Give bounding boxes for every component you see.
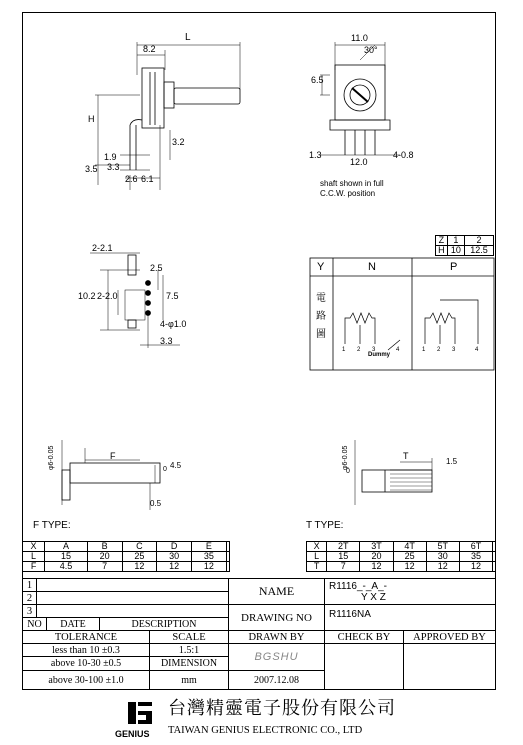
t-cell-empty xyxy=(493,552,496,562)
ynp-n: N xyxy=(368,261,376,273)
header-no: NO xyxy=(22,617,47,631)
shaft-note-line-1: shaft shown in full xyxy=(320,179,384,188)
f-type-table xyxy=(22,541,230,572)
rev-row-1-desc xyxy=(36,578,229,592)
t-cell: 12 xyxy=(360,562,393,572)
drawn-date: 2007.12.08 xyxy=(228,670,325,690)
unit-value: mm xyxy=(149,670,229,690)
dim-11-0: 11.0 xyxy=(351,33,368,43)
shaft-note-line-2: C.C.W. position xyxy=(320,189,376,198)
header-date: DATE xyxy=(46,617,100,631)
p-pin-2: 2 xyxy=(437,347,441,353)
dummy-label: Dummy xyxy=(368,352,391,358)
tolerance-row-2: above 10-30 ±0.5 xyxy=(22,656,150,671)
f-cell: 25 xyxy=(122,552,157,562)
t-cell: 35 xyxy=(459,552,492,562)
n-pin-3: 3 xyxy=(372,347,376,353)
company-footer xyxy=(0,694,523,745)
check-by-value xyxy=(324,643,404,690)
dim-6-5: 6.5 xyxy=(311,75,324,85)
dimension-label: DIMENSION xyxy=(149,656,229,671)
ynp-y: Y xyxy=(317,261,325,273)
f-cell: 30 xyxy=(157,552,192,562)
dim-1-9: 1.9 xyxy=(104,152,117,162)
f-cell: 20 xyxy=(87,552,122,562)
p-pin-1: 1 xyxy=(422,347,426,353)
name-value-line-2: Y X Z xyxy=(361,591,386,603)
circuit-table xyxy=(310,258,494,370)
approved-by-value xyxy=(403,643,496,690)
f-cell: B xyxy=(87,542,122,552)
check-by-header: CHECK BY xyxy=(324,630,404,644)
dim-8-2: 8.2 xyxy=(143,44,156,54)
t-type-heading: T TYPE: xyxy=(306,520,344,531)
header-description: DESCRIPTION xyxy=(99,617,229,631)
t-cell: 2T xyxy=(327,542,360,552)
f-cell-empty xyxy=(226,542,229,552)
drawing-no-label: DRAWING NO xyxy=(228,604,325,631)
rev-row-3-desc xyxy=(36,604,229,618)
t-type-table xyxy=(306,541,496,572)
f-cell: C xyxy=(122,542,157,552)
f-type-heading: F TYPE: xyxy=(33,520,71,531)
p-pin-4: 4 xyxy=(475,347,479,353)
t-1-5: 1.5 xyxy=(446,457,458,466)
t-zero: 0 xyxy=(346,468,350,475)
t-cell: 5T xyxy=(426,542,459,552)
title-block xyxy=(22,578,496,690)
f-0-5: 0.5 xyxy=(150,499,162,508)
tolerance-header: TOLERANCE xyxy=(22,630,150,644)
t-cell: 7 xyxy=(327,562,360,572)
drawn-by-signature: BGSHU xyxy=(228,643,325,671)
logo-text: GENIUS xyxy=(115,729,150,739)
t-cell: X xyxy=(307,542,327,552)
drawing-no-value: R1116NA xyxy=(324,604,496,631)
t-cell: T xyxy=(307,562,327,572)
t-phi6: φ6-0.05 xyxy=(342,445,349,470)
t-label: T xyxy=(403,451,409,461)
f-cell: X xyxy=(23,542,45,552)
zh-row-z xyxy=(436,236,494,246)
t-type-shaft xyxy=(355,440,432,505)
t-row-x xyxy=(307,542,496,552)
n-pin-4: 4 xyxy=(396,347,400,353)
f-cell: 12 xyxy=(122,562,157,572)
ynp-p: P xyxy=(450,261,458,273)
f-cell: 15 xyxy=(45,552,88,562)
dim-4-phi-1: 4-φ1.0 xyxy=(160,319,187,329)
t-row-l xyxy=(307,552,496,562)
tolerance-row-1: less than 10 ±0.3 xyxy=(22,643,150,657)
zh-cell: H xyxy=(436,246,448,256)
n-pin-1: 1 xyxy=(342,347,346,353)
dim-2-2-0: 2-2.0 xyxy=(97,291,118,301)
rev-num-2: 2 xyxy=(22,591,37,605)
dim-h: H xyxy=(88,114,95,124)
dim-30-deg: 30° xyxy=(364,45,378,55)
p-pin-3: 3 xyxy=(452,347,456,353)
f-cell-empty xyxy=(226,562,229,572)
t-cell: 20 xyxy=(360,552,393,562)
zh-cell: 12.5 xyxy=(464,246,493,256)
n-pin-2: 2 xyxy=(357,347,361,353)
f-cell: 35 xyxy=(192,552,227,562)
t-cell: 3T xyxy=(360,542,393,552)
dim-3-3-b: 3.3 xyxy=(160,336,173,346)
dim-l: L xyxy=(185,32,191,43)
name-value-line-1: R1116_-_A_- xyxy=(329,580,387,592)
company-name-en: TAIWAN GENIUS ELECTRONIC CO., LTD xyxy=(168,725,363,736)
f-cell: F xyxy=(23,562,45,572)
f-4-5: 4.5 xyxy=(170,461,182,470)
dim-2-5: 2.5 xyxy=(150,263,163,273)
dim-12-0: 12.0 xyxy=(350,157,368,167)
front-view xyxy=(320,42,400,155)
f-cell: 12 xyxy=(192,562,227,572)
zh-row-h xyxy=(436,246,494,256)
dim-6-1: 6.1 xyxy=(141,174,154,184)
t-cell: 12 xyxy=(426,562,459,572)
rev-num-3: 3 xyxy=(22,604,37,618)
t-cell: 12 xyxy=(393,562,426,572)
f-cell-empty xyxy=(226,552,229,562)
f-row-x xyxy=(23,542,230,552)
zh-cell: 10 xyxy=(447,246,464,256)
f-row-l xyxy=(23,552,230,562)
f-cell: E xyxy=(192,542,227,552)
company-name-zh: 台灣精靈電子股份有限公司 xyxy=(168,698,396,718)
f-cell: A xyxy=(45,542,88,552)
t-cell: L xyxy=(307,552,327,562)
f-phi6: φ6-0.05 xyxy=(48,445,55,470)
dim-3-3: 3.3 xyxy=(107,162,120,172)
f-zero: 0 xyxy=(163,466,167,473)
t-cell: 30 xyxy=(426,552,459,562)
rev-num-1: 1 xyxy=(22,578,37,592)
rev-row-2-desc xyxy=(36,591,229,605)
f-cell: 7 xyxy=(87,562,122,572)
dim-2-2-1: 2-2.1 xyxy=(92,243,113,253)
dim-3-5: 3.5 xyxy=(85,164,98,174)
approved-by-header: APPROVED BY xyxy=(403,630,496,644)
name-label: NAME xyxy=(228,578,325,605)
scale-header: SCALE xyxy=(149,630,229,644)
name-value xyxy=(324,578,496,605)
dim-4-0-8: 4-0.8 xyxy=(393,150,414,160)
t-cell: 25 xyxy=(393,552,426,562)
f-cell: D xyxy=(157,542,192,552)
tolerance-row-3: above 30-100 ±1.0 xyxy=(22,670,150,690)
dim-3-2: 3.2 xyxy=(172,137,185,147)
genius-logo-icon xyxy=(126,700,156,728)
t-cell-empty xyxy=(493,542,496,552)
t-cell: 4T xyxy=(393,542,426,552)
f-cell: 12 xyxy=(157,562,192,572)
zh-cell: Z xyxy=(436,236,448,246)
dim-2-6: 2.6 xyxy=(125,174,138,184)
f-row-f xyxy=(23,562,230,572)
scale-value: 1.5:1 xyxy=(149,643,229,657)
f-label: F xyxy=(110,451,116,461)
dim-1-3: 1.3 xyxy=(309,150,322,160)
f-cell: L xyxy=(23,552,45,562)
zh-cell: 1 xyxy=(447,236,464,246)
drawn-by-header: DRAWN BY xyxy=(228,630,325,644)
t-cell: 12 xyxy=(459,562,492,572)
t-cell: 15 xyxy=(327,552,360,562)
t-cell-empty xyxy=(493,562,496,572)
zh-table xyxy=(435,235,494,256)
zh-cell: 2 xyxy=(464,236,493,246)
f-cell: 4.5 xyxy=(45,562,88,572)
circuit-diagram-label: 電 路 圖 xyxy=(316,293,326,340)
dim-10-2: 10.2 xyxy=(78,291,96,301)
dim-7-5: 7.5 xyxy=(166,291,179,301)
t-cell: 6T xyxy=(459,542,492,552)
t-row-t xyxy=(307,562,496,572)
